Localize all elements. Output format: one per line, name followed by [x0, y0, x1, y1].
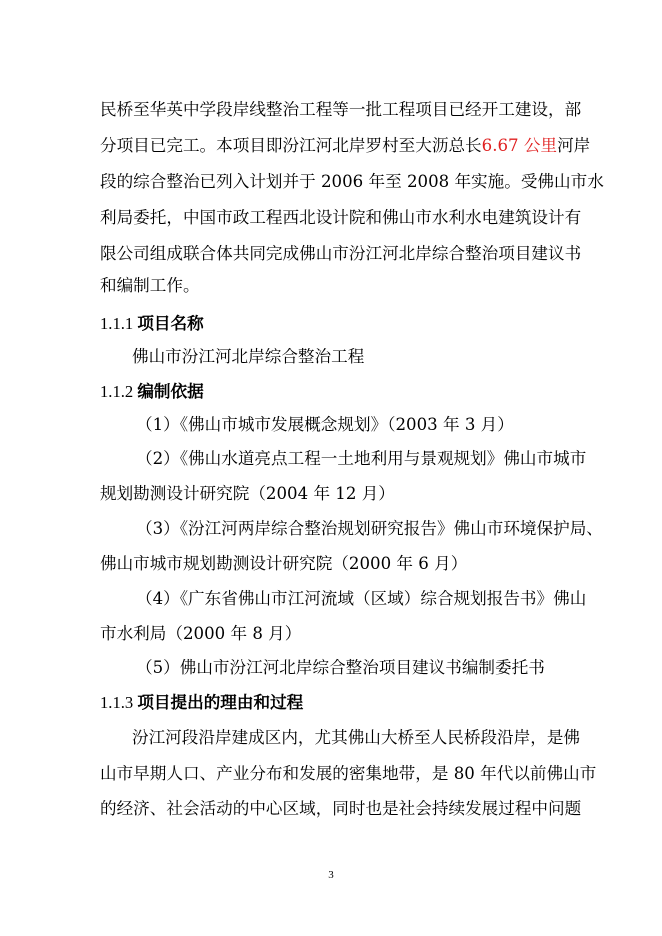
paragraph-line: 山市早期人口、产业分布和发展的密集地带，是 80 年代以前佛山市	[100, 764, 597, 783]
section-number: 1.1.2	[100, 382, 138, 401]
section-title: 项目提出的理由和过程	[137, 692, 304, 712]
text-span: 分项目已完工。本项目即汾江河北岸罗村至大沥总长	[100, 136, 482, 155]
basis-item: （3）《汾江河两岸综合整治规划研究报告》佛山市环境保护局、	[136, 519, 603, 538]
section-title: 项目名称	[137, 313, 204, 333]
basis-item: （5）佛山市汾江河北岸综合整治项目建议书编制委托书	[136, 658, 545, 677]
paragraph-line: 限公司组成联合体共同完成佛山市汾江河北岸综合整治项目建议书	[100, 244, 582, 263]
section-title: 编制依据	[137, 381, 204, 401]
basis-item: （2）《佛山水道亮点工程一土地利用与景观规划》佛山市城市	[136, 449, 587, 468]
section-heading-1-1-2	[100, 379, 204, 404]
section-heading-1-1-3	[100, 690, 303, 715]
paragraph-line: 民桥至华英中学段岸线整治工程等一批工程项目已经开工建设，部	[100, 100, 582, 119]
basis-item-cont: 规划勘测设计研究院（2004 年 12 月）	[100, 484, 395, 503]
paragraph-line: 的经济、社会活动的中心区域，同时也是社会持续发展过程中问题	[100, 799, 582, 818]
text-span: 河岸	[557, 136, 591, 155]
paragraph-line	[100, 134, 590, 158]
highlighted-length: 6.67 公里	[481, 136, 558, 155]
paragraph-line: 利局委托，中国市政工程西北设计院和佛山市水利水电建筑设计有	[100, 208, 582, 227]
section-number: 1.1.1	[100, 314, 138, 333]
section-heading-1-1-1	[100, 311, 204, 336]
project-name: 佛山市汾江河北岸综合整治工程	[132, 347, 365, 366]
basis-item-cont: 市水利局（2000 年 8 月）	[100, 624, 302, 643]
paragraph-line: 段的综合整治已列入计划并于 2006 年至 2008 年实施。受佛山市水	[100, 172, 604, 191]
basis-item: （4）《广东省佛山市江河流域（区域）综合规划报告书》佛山	[136, 589, 587, 608]
basis-item-cont: 佛山市城市规划勘测设计研究院（2000 年 6 月）	[100, 554, 468, 573]
basis-item: （1）《佛山市城市发展概念规划》（2003 年 3 月）	[136, 415, 514, 434]
paragraph-line: 和编制工作。	[100, 276, 200, 295]
section-number: 1.1.3	[100, 693, 138, 712]
paragraph-line: 汾江河段沿岸建成区内，尤其佛山大桥至人民桥段沿岸，是佛	[132, 728, 581, 747]
page-number: 3	[328, 869, 334, 881]
